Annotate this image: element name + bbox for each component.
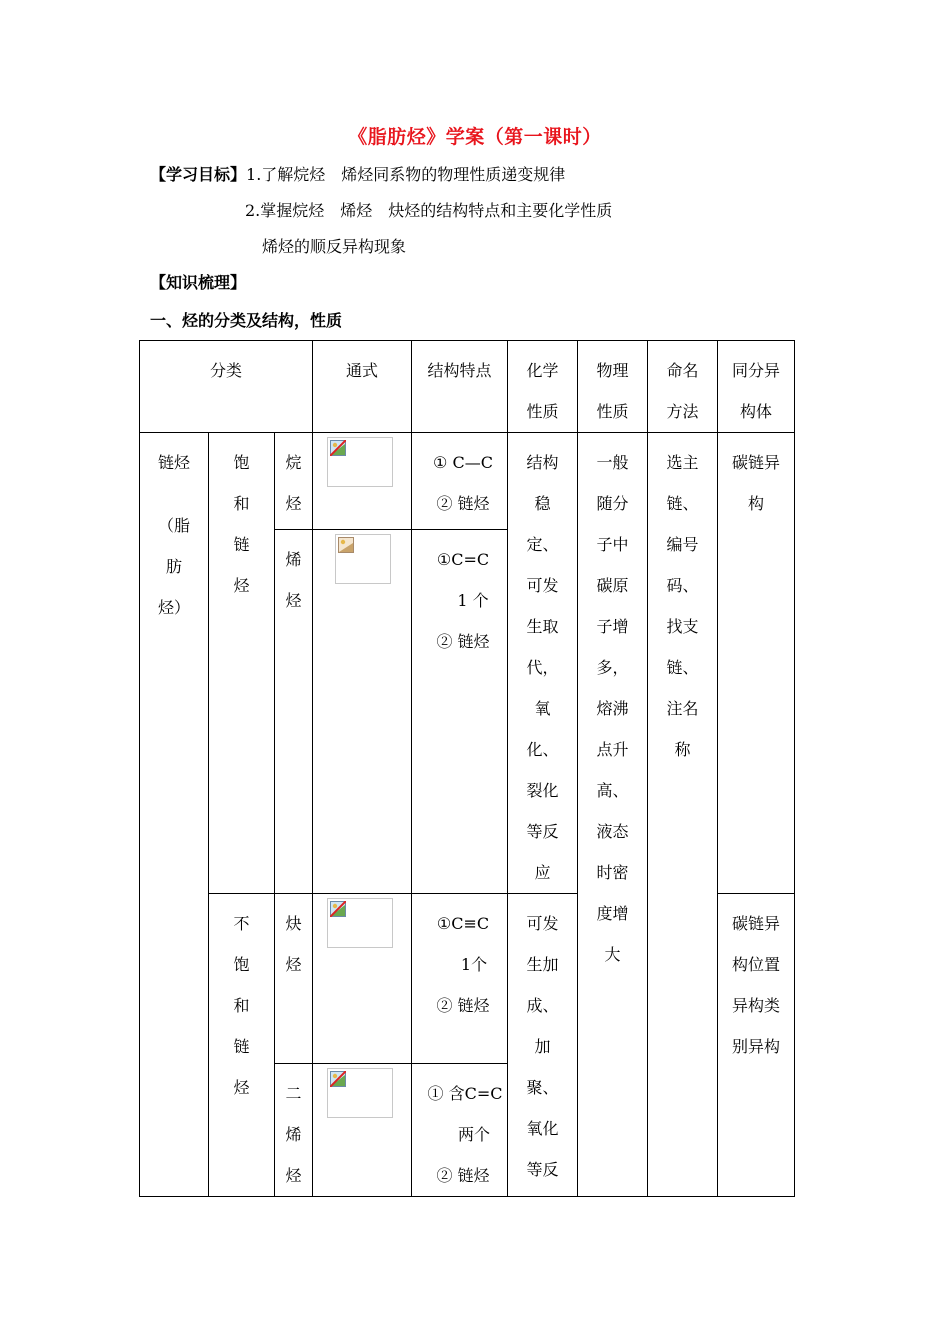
diene-formula-cell [313,1064,412,1197]
broken-image-icon [330,901,346,917]
header-phys: 物理性质 [578,341,648,433]
objective-3: 烯烃的顺反异构现象 [262,237,407,256]
alkane-formula-cell [313,433,412,530]
chem-saturated: 结构稳定、可发生取代，氧化、裂化等反应 [508,433,578,894]
alkene-structure: ①C=C 1 个 ② 链烃 [412,530,508,894]
knowledge-label: 【知识梳理】 [150,273,247,292]
objective-2: 2.掌握烷烃 烯烃 炔烃的结构特点和主要化学性质 [245,201,613,220]
cell-chain-hydrocarbon: 链烃 （脂肪烃） [140,433,209,1197]
broken-image-icon [338,537,354,553]
cell-alkyne: 炔烃 [275,894,313,1064]
alkyne-formula-image [327,898,393,948]
alkane-structure: ① C—C ② 链烃 [412,433,508,530]
alkene-formula-cell [313,530,412,894]
naming-method: 选主链、编号码、找支链、注名称 [648,433,718,1197]
header-classification: 分类 [140,341,313,433]
objective-1: 1.了解烷烃 烯烃同系物的物理性质递变规律 [246,165,566,184]
phys-properties: 一般随分子中碳原子增多，熔沸点升高、液态时密度增大 [578,433,648,1197]
cell-alkene: 烯烃 [275,530,313,894]
hydrocarbon-table [139,340,795,1197]
isomer-unsaturated: 碳链异构位置异构类别异构 [718,894,795,1197]
header-chem: 化学性质 [508,341,578,433]
alkene-formula-image [335,534,391,584]
diene-structure: ① 含C=C 两个 ② 链烃 [412,1064,508,1197]
objectives-line-1 [150,162,565,185]
cell-saturated: 饱和链烃 [209,433,275,894]
header-structure: 结构特点 [412,341,508,433]
cell-alkane: 烷烃 [275,433,313,530]
objectives-label: 【学习目标】 [150,165,247,184]
isomer-saturated: 碳链异构 [718,433,795,894]
header-naming: 命名方法 [648,341,718,433]
header-formula: 通式 [313,341,412,433]
cell-unsaturated: 不饱和链烃 [209,894,275,1197]
alkane-formula-image [327,437,393,487]
chem-unsaturated: 可发生加成、加聚、氧化等反 [508,894,578,1197]
section-heading: 一、烃的分类及结构，性质 [150,311,343,330]
broken-image-icon [330,440,346,456]
cell-diene: 二烯烃 [275,1064,313,1197]
broken-image-icon [330,1071,346,1087]
diene-formula-image [327,1068,393,1118]
header-isomers: 同分异构体 [718,341,795,433]
alkyne-structure: ①C≡C 1个 ② 链烃 [412,894,508,1064]
alkyne-formula-cell [313,894,412,1064]
page-title: 《脂肪烃》学案（第一课时） [348,126,602,148]
